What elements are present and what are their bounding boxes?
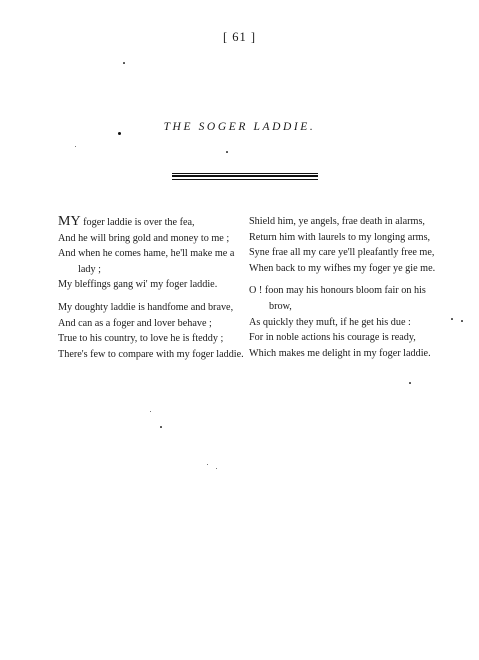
verse-line: Syne frae all my care ye'll pleafantly free me, <box>249 247 435 259</box>
scan-speck <box>160 426 162 428</box>
verse-line: There's few to compare with my foger laddie. <box>58 348 244 360</box>
verse-line: And can as a foger and lover behave ; <box>58 317 212 329</box>
verse-line: My bleffings gang wi' my foger laddie. <box>58 279 218 291</box>
verse-line: Return him with laurels to my longing arms, <box>249 231 431 243</box>
stanza-3 <box>249 214 439 276</box>
drop-cap: MY <box>58 214 81 229</box>
verse-line: As quickly they muft, if he get his due : <box>249 316 411 328</box>
poem-column-right <box>249 214 439 368</box>
verse-line-text: foger laddie is over the fea, <box>80 217 195 228</box>
scan-speck <box>216 468 217 469</box>
poem-title: THE SOGER LADDIE. <box>163 121 316 133</box>
verse-line: For in noble actions his courage is ready, <box>249 332 416 344</box>
scan-speck <box>226 151 228 153</box>
verse-line <box>58 214 248 231</box>
scan-speck <box>409 382 411 384</box>
verse-line: Shield him, ye angels, frae death in alarms, <box>249 216 425 227</box>
page-number: [ 61 ] <box>222 30 257 44</box>
verse-line: Which makes me delight in my foger laddie. <box>249 347 431 359</box>
scan-speck <box>207 464 208 465</box>
verse-line: My doughty laddie is handfome and brave, <box>58 301 234 313</box>
scan-speck <box>118 132 121 135</box>
verse-line-continuation: lady ; <box>78 263 101 275</box>
scan-speck <box>451 318 453 320</box>
stanza-1 <box>58 214 248 293</box>
verse-line: When back to my wifhes my foger ye gie me. <box>249 262 436 274</box>
verse-line: True to his country, to love he is fteddy ; <box>58 333 224 345</box>
verse-line: O ! foon may his honours bloom fair on his <box>249 285 426 297</box>
stanza-4 <box>249 283 439 361</box>
scan-speck <box>461 320 463 322</box>
scan-speck <box>75 146 76 147</box>
title-rule-bottom <box>172 179 318 180</box>
verse-line: And he will bring gold and money to me ; <box>58 232 230 244</box>
poem-column-left <box>58 214 248 369</box>
title-rule-thick <box>172 175 318 177</box>
scan-speck <box>150 411 151 412</box>
verse-line: And when he comes hame, he'll make me a <box>58 248 235 260</box>
stanza-2 <box>58 300 248 362</box>
scan-speck <box>123 62 125 64</box>
verse-line-continuation: brow, <box>269 300 292 312</box>
title-rule-top <box>172 173 318 174</box>
